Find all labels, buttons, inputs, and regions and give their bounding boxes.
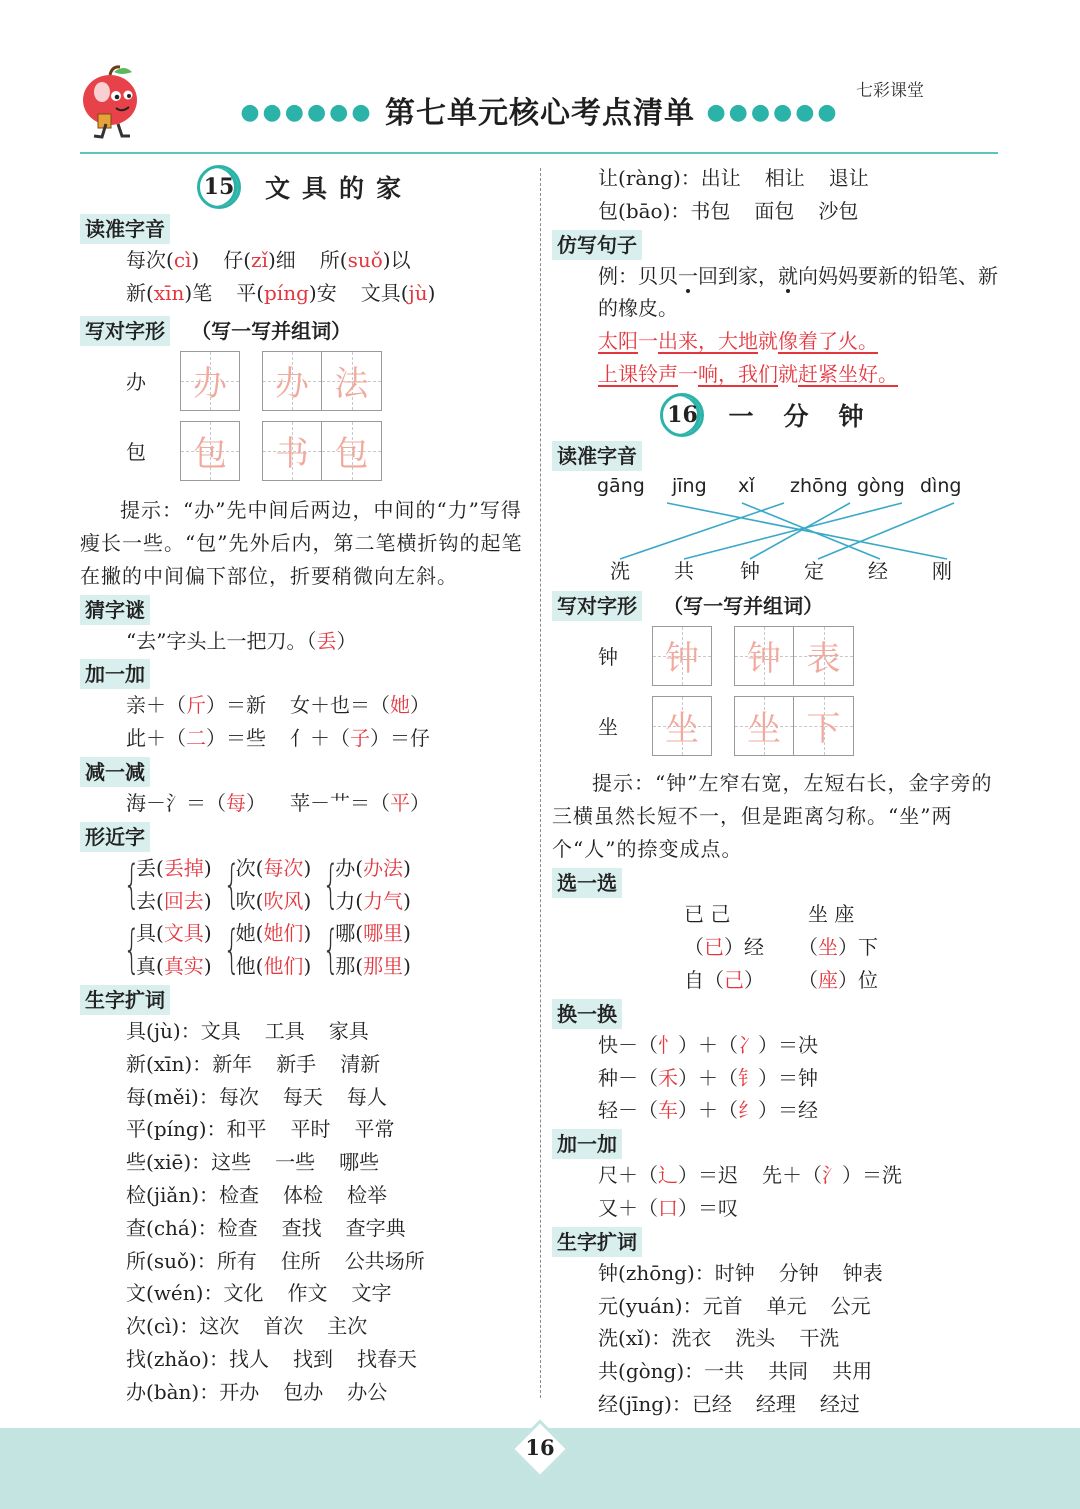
answer: 冫 xyxy=(738,1032,758,1057)
pinyin-item: jīng xyxy=(672,474,707,497)
expand-word: 主次 xyxy=(327,1314,368,1339)
answer: 钅 xyxy=(738,1065,758,1090)
expand-word: 包办 xyxy=(283,1379,324,1404)
expand-row: 包(bāo)：书包 面包 沙包 xyxy=(598,198,859,223)
writing-cell: 书 xyxy=(262,421,322,481)
expand-word: 每人 xyxy=(346,1084,387,1109)
expand-char: 让 xyxy=(598,166,618,190)
brace-icon: { xyxy=(123,854,141,915)
answer: 二 xyxy=(186,726,206,751)
title-dots-left: ●●●●●● xyxy=(240,99,374,125)
expand-row: 经(jīng)：已经 经理 经过 xyxy=(598,1391,860,1416)
lesson-16-title xyxy=(552,391,1002,439)
swap-result: 钟 xyxy=(798,1065,818,1090)
expand-pinyin: bàn xyxy=(153,1379,192,1404)
swap-list xyxy=(552,1029,1002,1127)
expand-pinyin: suǒ xyxy=(153,1248,189,1273)
section-writing-note: （写一写并组词） xyxy=(663,593,824,618)
similar-item: 次(每次) xyxy=(235,855,312,880)
similar-char: 力 xyxy=(335,888,356,913)
section-swap: 换一换 xyxy=(552,999,622,1029)
choose-option: 坐 座 xyxy=(808,901,855,926)
expand-word: 这次 xyxy=(199,1314,240,1339)
pinyin-item: gāng xyxy=(597,474,645,497)
expand-word: 每次 xyxy=(218,1084,259,1109)
expand-word: 文化 xyxy=(223,1281,264,1306)
similar-word: 那里 xyxy=(363,954,404,979)
char-item: 钟 xyxy=(740,558,760,583)
similar-item: 哪(哪里) xyxy=(335,921,411,946)
lesson-15-title xyxy=(80,162,530,212)
expand-word: 平时 xyxy=(290,1117,331,1142)
word: 每次 xyxy=(126,248,166,272)
answer: 座 xyxy=(818,967,838,992)
expand-word: 出让 xyxy=(700,166,741,190)
writing-tip: 提示：“钟”左窄右宽，左短右长，金字旁的三横虽然长短不一，但是距离匀称。“坐”两个“人”的捺变成点。 xyxy=(552,770,993,861)
example-sentence: 贝贝一回到家，就向妈妈要新的铅笔、新的橡皮。 xyxy=(598,263,998,321)
expand-word: 一共 xyxy=(704,1359,745,1384)
writing-cell: 包 xyxy=(322,421,382,481)
pinyin: xīn xyxy=(153,280,185,305)
similar-chars xyxy=(80,852,530,983)
expand-word: 首次 xyxy=(263,1314,304,1339)
choose-block: 已 己 坐 座 （已）经 （坐）下 自（己） （座）位 xyxy=(552,898,1002,997)
word: 新 xyxy=(126,280,146,305)
expand-word: 这些 xyxy=(211,1150,252,1175)
similar-char: 具 xyxy=(136,921,156,946)
similar-word: 回去 xyxy=(163,888,204,913)
brace-icon: { xyxy=(123,920,141,981)
pronounce-row: 新(xīn)笔 平(píng)安 文具(jù) xyxy=(126,280,436,305)
pinyin: cì xyxy=(173,248,192,272)
expand-pinyin: bāo xyxy=(625,198,663,223)
expand-char: 洗 xyxy=(598,1326,618,1351)
similar-row xyxy=(80,852,530,918)
expand-word: 哪些 xyxy=(339,1150,380,1175)
swap-result: 经 xyxy=(798,1098,818,1123)
similar-word: 真实 xyxy=(163,954,204,979)
similar-item: 具(文具) xyxy=(136,921,212,946)
column-divider xyxy=(540,168,541,1398)
answer: 平 xyxy=(390,790,410,815)
expand-char: 每 xyxy=(126,1084,146,1109)
answer: 忄 xyxy=(658,1032,678,1057)
expand-word: 干洗 xyxy=(799,1326,840,1351)
writing-row xyxy=(552,621,1002,691)
expand-word: 相让 xyxy=(764,166,805,190)
expand-row: 每(měi)：每次 每天 每人 xyxy=(126,1084,387,1109)
add-row: 又＋（口）＝叹 xyxy=(598,1195,738,1220)
similar-pair xyxy=(319,852,411,918)
expand-char: 经 xyxy=(598,1391,618,1416)
similar-word: 每次 xyxy=(263,855,304,880)
swap-row: 轻－（车）＋（纟）＝经 xyxy=(598,1098,818,1123)
lesson-name: 一分钟 xyxy=(728,401,894,431)
similar-word: 力气 xyxy=(363,888,404,913)
similar-word: 吹风 xyxy=(263,888,304,913)
expand-pinyin: jù xyxy=(153,1018,173,1043)
expand-row: 检(jiǎn)：检查 体检 检举 xyxy=(126,1182,388,1207)
expand-word: 查字典 xyxy=(345,1215,406,1240)
expand-char: 些 xyxy=(126,1150,146,1175)
expand-char: 共 xyxy=(598,1359,618,1384)
expand-word: 找春天 xyxy=(357,1346,418,1371)
similar-item: 她(她们) xyxy=(235,921,312,946)
expand-row: 钟(zhōng)：时钟 分钟 钟表 xyxy=(598,1260,883,1285)
lesson-name: 文具的家 xyxy=(264,174,413,203)
expand-word: 文具 xyxy=(200,1018,241,1043)
expand-row: 让(ràng)：出让 相让 退让 xyxy=(598,166,869,190)
similar-char: 办 xyxy=(335,855,356,880)
brace-icon: { xyxy=(322,854,340,915)
expand-list xyxy=(552,1257,1002,1421)
expand-pinyin: zhǎo xyxy=(153,1346,202,1371)
expand-pinyin: xiē xyxy=(153,1150,184,1175)
similar-pair xyxy=(120,852,212,918)
expand-word: 平常 xyxy=(354,1117,395,1142)
imitate-answer-1: 太阳一出来，大地就像着了火。 xyxy=(598,329,878,354)
riddle-answer: 丢 xyxy=(316,628,337,653)
left-column xyxy=(80,162,530,1409)
expand-char: 找 xyxy=(126,1346,146,1371)
similar-item: 他(他们) xyxy=(235,954,312,979)
writing-cell: 办 xyxy=(262,351,322,411)
brand-label: 七彩课堂 xyxy=(856,81,924,101)
subtract-row: 海－氵＝（每） 苹－艹＝（平） xyxy=(126,790,430,815)
swap-row: 种－（禾）＋（钅）＝钟 xyxy=(598,1065,818,1090)
answer: 子 xyxy=(350,726,370,751)
word: 所 xyxy=(319,248,340,272)
similar-char: 次 xyxy=(235,855,256,880)
section-pronounce: 读准字音 xyxy=(552,441,642,471)
writing-cell: 下 xyxy=(794,696,854,756)
answer: 氵 xyxy=(822,1163,842,1188)
swap-char: 种 xyxy=(598,1065,618,1090)
expand-word: 新年 xyxy=(212,1051,253,1076)
add-row: 亲＋（斤）＝新 女＋也＝（她） xyxy=(126,693,430,718)
expand-char: 新 xyxy=(126,1051,146,1076)
brace-icon: { xyxy=(223,854,240,915)
title-dots-right: ●●●●●● xyxy=(706,99,840,125)
pinyin-item: gòng xyxy=(857,474,905,497)
expand-char: 元 xyxy=(598,1293,618,1318)
section-choose: 选一选 xyxy=(552,868,622,898)
expand-word: 作文 xyxy=(287,1281,328,1306)
expand-pinyin: chá xyxy=(153,1215,190,1240)
answer: 禾 xyxy=(658,1065,678,1090)
expand-word: 元首 xyxy=(702,1293,743,1318)
expand-word: 面包 xyxy=(754,198,795,223)
section-pronounce: 读准字音 xyxy=(80,214,170,244)
similar-pair xyxy=(319,917,411,983)
expand-word: 找到 xyxy=(293,1346,334,1371)
expand-word: 书包 xyxy=(690,198,731,223)
answer: 纟 xyxy=(738,1098,758,1123)
similar-pair xyxy=(220,917,312,983)
char-item: 定 xyxy=(804,558,824,583)
imitate-example: 例：贝贝一回到家，就向妈妈要新的铅笔、新的橡皮。 xyxy=(598,263,998,321)
expand-row: 具(jù)：文具 工具 家具 xyxy=(126,1018,369,1043)
riddle-row: “去”字头上一把刀。（丢） xyxy=(126,628,357,653)
writing-char: 钟 xyxy=(598,645,618,670)
similar-char: 去 xyxy=(136,888,156,913)
header-rule xyxy=(80,152,998,154)
riddle-question: “去”字头上一把刀。（ xyxy=(126,628,317,653)
similar-char: 真 xyxy=(136,954,156,979)
expand-char: 平 xyxy=(126,1117,146,1142)
expand-word: 文字 xyxy=(351,1281,392,1306)
pinyin-matching xyxy=(552,471,1002,589)
similar-char: 丢 xyxy=(136,855,156,880)
writing-row xyxy=(552,691,1002,761)
expand-pinyin: měi xyxy=(153,1084,192,1109)
expand-pinyin: gòng xyxy=(625,1359,677,1384)
writing-cell: 坐 xyxy=(734,696,794,756)
section-writing: 写对字形 xyxy=(552,591,642,621)
expand-row: 找(zhǎo)：找人 找到 找春天 xyxy=(126,1346,418,1371)
section-expand: 生字扩词 xyxy=(552,1227,642,1257)
answer: 坐 xyxy=(818,934,838,959)
answer: 斤 xyxy=(186,693,206,718)
expand-row: 查(chá)：检查 查找 查字典 xyxy=(126,1215,406,1240)
expand-pinyin: ràng xyxy=(625,166,673,190)
expand-row: 所(suǒ)：所有 住所 公共场所 xyxy=(126,1248,425,1273)
similar-word: 丢掉 xyxy=(163,855,204,880)
similar-item: 力(力气) xyxy=(335,888,411,913)
writing-cell: 表 xyxy=(794,626,854,686)
expand-row: 洗(xǐ)：洗衣 洗头 干洗 xyxy=(598,1326,840,1351)
expand-list xyxy=(80,1015,530,1409)
expand-word: 已经 xyxy=(691,1391,732,1416)
similar-row xyxy=(80,917,530,983)
similar-item: 真(真实) xyxy=(136,954,212,979)
lesson-number-badge: 15 xyxy=(197,165,241,209)
writing-tip: 提示：“办”先中间后两边，中间的“力”写得瘦长一些。“包”先外后内，第二笔横折钩的起笔在撇的中间偏下部位，折要稍微向左斜。 xyxy=(80,497,523,588)
pronounce-rows xyxy=(80,244,530,310)
pinyin-item: zhōng xyxy=(790,474,848,497)
writing-cell: 法 xyxy=(322,351,382,411)
similar-word: 办法 xyxy=(363,855,404,880)
brace-icon: { xyxy=(223,920,240,981)
expand-word: 住所 xyxy=(280,1248,321,1273)
word: 文具 xyxy=(360,280,401,305)
unit-title xyxy=(0,88,1080,132)
char-item: 经 xyxy=(868,558,888,583)
similar-char: 她 xyxy=(235,921,256,946)
expand-word: 分钟 xyxy=(778,1260,819,1285)
answer: 辶 xyxy=(658,1163,678,1188)
expand-row: 新(xīn)：新年 新手 清新 xyxy=(126,1051,381,1076)
expand-word: 所有 xyxy=(216,1248,257,1273)
word: 仔 xyxy=(223,248,244,272)
expand-word: 单元 xyxy=(766,1293,807,1318)
pinyin: suǒ xyxy=(347,248,383,272)
expand-row: 元(yuán)：元首 单元 公元 xyxy=(598,1293,871,1318)
expand-word: 检举 xyxy=(347,1182,388,1207)
expand-word: 查找 xyxy=(281,1215,322,1240)
writing-cell: 包 xyxy=(180,421,240,481)
section-add: 加一加 xyxy=(552,1129,622,1159)
unit-title-text: 第七单元核心考点清单 xyxy=(385,96,695,131)
swap-row: 快－（忄）＋（冫）＝决 xyxy=(598,1032,818,1057)
similar-word: 文具 xyxy=(163,921,204,946)
section-subtract: 减一减 xyxy=(80,757,150,787)
answer: 车 xyxy=(658,1098,678,1123)
expand-row: 共(gòng)：一共 共同 共用 xyxy=(598,1359,873,1384)
choose-option: 已 己 xyxy=(684,901,731,926)
word: 细 xyxy=(275,248,296,272)
expand-word: 一些 xyxy=(275,1150,316,1175)
section-writing: 写对字形 xyxy=(80,316,170,346)
section-riddle: 猜字谜 xyxy=(80,595,150,625)
expand-row: 平(píng)：和平 平时 平常 xyxy=(126,1117,395,1142)
expand-pinyin: yuán xyxy=(625,1293,675,1318)
similar-word: 她们 xyxy=(263,921,304,946)
expand-char: 包 xyxy=(598,198,618,223)
expand-char: 查 xyxy=(126,1215,146,1240)
expand-char: 次 xyxy=(126,1314,146,1339)
expand-word: 退让 xyxy=(828,166,869,190)
expand-row: 些(xiē)：这些 一些 哪些 xyxy=(126,1150,380,1175)
char-item: 洗 xyxy=(610,558,630,583)
expand-word: 沙包 xyxy=(818,198,859,223)
char-item: 共 xyxy=(674,558,694,583)
expand-word: 家具 xyxy=(328,1018,369,1043)
section-add: 加一加 xyxy=(80,659,150,689)
writing-char: 包 xyxy=(126,440,146,465)
expand-word: 检查 xyxy=(217,1215,258,1240)
expand-word: 共用 xyxy=(832,1359,873,1384)
section-writing-note: （写一写并组词） xyxy=(191,318,352,343)
expand-word: 工具 xyxy=(264,1018,305,1043)
answer: 她 xyxy=(390,693,410,718)
page-number: 16 xyxy=(525,1435,555,1460)
expand-word: 清新 xyxy=(340,1051,381,1076)
writing-cell: 坐 xyxy=(652,696,712,756)
brace-icon: { xyxy=(322,920,340,981)
swap-result: 决 xyxy=(798,1032,818,1057)
similar-pair xyxy=(220,852,312,918)
word: 安 xyxy=(316,280,337,305)
section-imitate: 仿写句子 xyxy=(552,230,642,260)
expand-pinyin: píng xyxy=(153,1117,199,1142)
expand-pinyin: xīn xyxy=(153,1051,185,1076)
expand-char: 检 xyxy=(126,1182,146,1207)
expand-word: 每天 xyxy=(282,1084,323,1109)
right-column xyxy=(552,162,1002,1421)
writing-row xyxy=(80,346,530,416)
similar-word: 他们 xyxy=(263,954,304,979)
writing-row xyxy=(80,416,530,486)
word: 以 xyxy=(390,248,411,272)
similar-char: 哪 xyxy=(335,921,356,946)
expand-word: 公共场所 xyxy=(344,1248,425,1273)
similar-item: 办(办法) xyxy=(335,855,411,880)
similar-char: 他 xyxy=(235,954,256,979)
expand-row: 次(cì)：这次 首次 主次 xyxy=(126,1314,368,1339)
expand-word: 钟表 xyxy=(842,1260,883,1285)
answer: 口 xyxy=(658,1195,678,1220)
answer: 己 xyxy=(724,967,744,992)
similar-char: 那 xyxy=(335,954,356,979)
word: 平 xyxy=(236,280,257,305)
similar-item: 那(那里) xyxy=(335,954,411,979)
expand-word: 共同 xyxy=(768,1359,809,1384)
writing-cell: 钟 xyxy=(734,626,794,686)
add-row: 此＋（二）＝些 亻＋（子）＝仔 xyxy=(126,726,430,751)
writing-cell: 办 xyxy=(180,351,240,411)
expand-word: 洗衣 xyxy=(671,1326,712,1351)
pinyin: zǐ xyxy=(251,248,268,272)
expand-word: 经理 xyxy=(755,1391,796,1416)
expand-row: 办(bàn)：开办 包办 办公 xyxy=(126,1379,388,1404)
word: 笔 xyxy=(192,280,213,305)
similar-pair xyxy=(120,917,212,983)
writing-char: 坐 xyxy=(598,715,618,740)
expand-word: 新手 xyxy=(276,1051,317,1076)
expand-row: 文(wén)：文化 作文 文字 xyxy=(126,1281,392,1306)
expand-char: 具 xyxy=(126,1018,146,1043)
expand-word: 开办 xyxy=(219,1379,260,1404)
similar-word: 哪里 xyxy=(363,921,404,946)
writing-cell: 钟 xyxy=(652,626,712,686)
similar-char: 吹 xyxy=(235,888,256,913)
expand-word: 和平 xyxy=(226,1117,267,1142)
expand-pinyin: cì xyxy=(153,1314,172,1339)
expand-word: 体检 xyxy=(283,1182,324,1207)
expand-pinyin: xǐ xyxy=(625,1326,644,1351)
section-expand: 生字扩词 xyxy=(80,985,170,1015)
expand-char: 文 xyxy=(126,1281,146,1306)
writing-char: 办 xyxy=(126,370,146,395)
char-item: 刚 xyxy=(932,558,952,583)
expand-word: 公元 xyxy=(830,1293,871,1318)
expand-char: 钟 xyxy=(598,1260,618,1285)
expand-pinyin: wén xyxy=(153,1281,196,1306)
lesson-number-badge: 16 xyxy=(660,393,704,437)
expand-word: 洗头 xyxy=(735,1326,776,1351)
expand-pinyin: jīng xyxy=(625,1391,665,1416)
similar-item: 去(回去) xyxy=(136,888,212,913)
expand-word: 时钟 xyxy=(714,1260,755,1285)
expand-word: 经过 xyxy=(819,1391,860,1416)
expand-pinyin: jiǎn xyxy=(153,1182,192,1207)
add-row: 尺＋（辶）＝迟 先＋（氵）＝洗 xyxy=(598,1163,902,1188)
swap-char: 快 xyxy=(598,1032,618,1057)
answer: 已 xyxy=(704,934,724,959)
expand-word: 找人 xyxy=(229,1346,270,1371)
expand-list-continued xyxy=(552,162,1002,228)
expand-char: 所 xyxy=(126,1248,146,1273)
expand-pinyin: zhōng xyxy=(625,1260,687,1285)
similar-item: 吹(吹风) xyxy=(235,888,312,913)
similar-item: 丢(丢掉) xyxy=(136,855,212,880)
section-similar: 形近字 xyxy=(80,822,150,852)
pinyin: píng xyxy=(264,280,309,305)
expand-word: 检查 xyxy=(219,1182,260,1207)
pinyin-item: dìng xyxy=(920,474,962,497)
page-header xyxy=(0,0,1080,160)
pronounce-row: 每次(cì) 仔(zǐ)细 所(suǒ)以 xyxy=(126,248,411,272)
answer: 每 xyxy=(226,790,246,815)
pinyin-item: xǐ xyxy=(738,474,755,497)
swap-char: 轻 xyxy=(598,1098,618,1123)
expand-char: 办 xyxy=(126,1379,146,1404)
imitate-answer-2: 上课铃声一响，我们就赶紧坐好。 xyxy=(598,361,898,386)
pinyin: jù xyxy=(408,280,428,305)
expand-word: 办公 xyxy=(347,1379,388,1404)
